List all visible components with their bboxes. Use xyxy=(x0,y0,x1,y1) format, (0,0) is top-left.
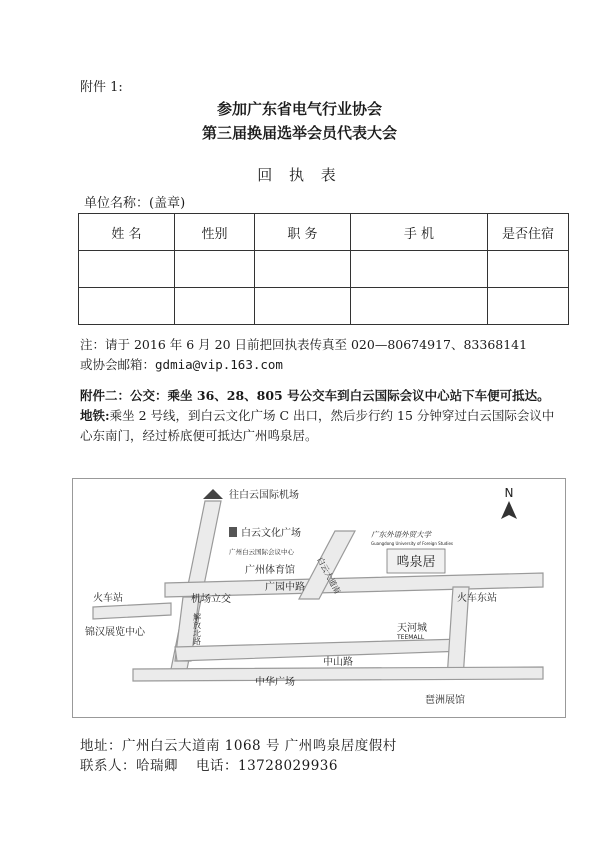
map-label-pazhou-expo: 琶洲展馆 xyxy=(425,695,465,706)
map-label-conference-center: 广州白云国际会议中心 xyxy=(229,548,294,556)
bus-directions xyxy=(80,386,566,406)
map-label-xiehan-expo: 锦汉展览中心 xyxy=(85,627,145,638)
unit-name-label: 单位名称：(盖章) xyxy=(84,196,186,211)
bus-label: 附件二：公交： xyxy=(80,388,168,403)
culture-square-icon xyxy=(229,527,237,537)
metro-directions xyxy=(80,406,566,446)
map-label-university: 广东外语外贸大学 xyxy=(371,530,431,539)
table-cell[interactable] xyxy=(351,288,488,325)
appendix-label: 附件 1: xyxy=(80,80,123,95)
north-label: N xyxy=(504,486,514,500)
table-cell[interactable] xyxy=(79,288,175,325)
map-label-east-railway-station: 火车东站 xyxy=(457,593,497,604)
address-line xyxy=(80,734,397,754)
table-row xyxy=(79,251,569,288)
email-link[interactable]: gdmia@vip.163.com xyxy=(155,357,283,372)
map-label-baiyun-avenue: 白云大道南 xyxy=(315,555,342,596)
map-road-zhongshan xyxy=(175,639,465,661)
form-title: 回 执 表 xyxy=(257,166,342,184)
map-label-zhonghua-square: 中华广场 xyxy=(255,677,295,688)
address-label: 地址： xyxy=(80,738,122,754)
phone-label: 电话： xyxy=(196,758,238,774)
document-title-line2: 第三届换届选举会员代表大会 xyxy=(201,124,397,142)
contact-label: 联系人： xyxy=(80,758,136,774)
table-cell[interactable] xyxy=(255,251,351,288)
map-label-culture-square: 白云文化广场 xyxy=(241,528,301,539)
table-cell[interactable] xyxy=(488,251,569,288)
map-label-airport: 往白云国际机场 xyxy=(229,490,299,501)
table-cell[interactable] xyxy=(351,251,488,288)
location-map xyxy=(72,478,566,718)
note-fax-line: 注：请于 2016 年 6 月 20 日前把回执表传真至 020—80674917、83368141 xyxy=(80,337,528,352)
map-svg xyxy=(73,479,565,717)
note-email-prefix: 或协会邮箱： xyxy=(80,357,156,372)
column-header-position: 职 务 xyxy=(255,214,351,251)
note-email-line xyxy=(80,355,560,375)
reply-table xyxy=(78,213,569,325)
map-road-west xyxy=(93,603,171,619)
table-cell[interactable] xyxy=(488,288,569,325)
phone-value[interactable]: 13728029936 xyxy=(238,758,338,774)
airport-arrow-icon xyxy=(203,489,223,499)
table-cell[interactable] xyxy=(255,288,351,325)
map-label-teemall: 天河城 xyxy=(397,623,427,634)
table-header-row xyxy=(79,214,569,251)
north-arrow-icon xyxy=(501,486,517,519)
contact-name: 哈瑞卿 xyxy=(136,758,178,774)
metro-text: 乘坐 2 号线，到白云文化广场 C 出口，然后步行约 15 分钟穿过白云国际会议中心东南门，经过桥底便可抵达广州鸣泉居。 xyxy=(80,408,555,443)
column-header-lodging: 是否住宿 xyxy=(488,214,569,251)
map-label-stadium: 广州体育馆 xyxy=(245,565,295,576)
column-header-mobile: 手 机 xyxy=(351,214,488,251)
document-title-line1: 参加广东省电气行业协会 xyxy=(216,100,382,118)
table-cell[interactable] xyxy=(175,288,255,325)
address-value: 广州白云大道南 1068 号 广州鸣泉居度假村 xyxy=(122,738,397,754)
map-label-teemall-en: TEEMALL xyxy=(397,634,425,641)
table-cell[interactable] xyxy=(175,251,255,288)
map-label-mingquan: 鸣泉居 xyxy=(396,555,436,570)
column-header-gender: 性别 xyxy=(175,214,255,251)
contact-line xyxy=(80,754,338,774)
map-label-railway-station: 火车站 xyxy=(93,593,123,604)
transit-block xyxy=(80,386,566,446)
metro-label: 地铁: xyxy=(80,408,110,423)
note-block xyxy=(80,335,560,375)
map-label-jiefang-road: 解放北路 xyxy=(192,613,202,645)
map-road-bottom xyxy=(133,667,543,681)
column-header-name: 姓 名 xyxy=(79,214,175,251)
table-row xyxy=(79,288,569,325)
table-cell[interactable] xyxy=(79,251,175,288)
map-label-guangyuan-road: 广园中路 xyxy=(265,582,305,593)
bus-text: 乘坐 36、28、805 号公交车到白云国际会议中心站下车便可抵达。 xyxy=(167,388,550,403)
map-label-airport-overpass: 机场立交 xyxy=(191,594,231,605)
map-label-university-en: Guangdong University of Foreign Studies xyxy=(371,541,453,546)
map-label-zhongshan-road: 中山路 xyxy=(323,657,353,668)
